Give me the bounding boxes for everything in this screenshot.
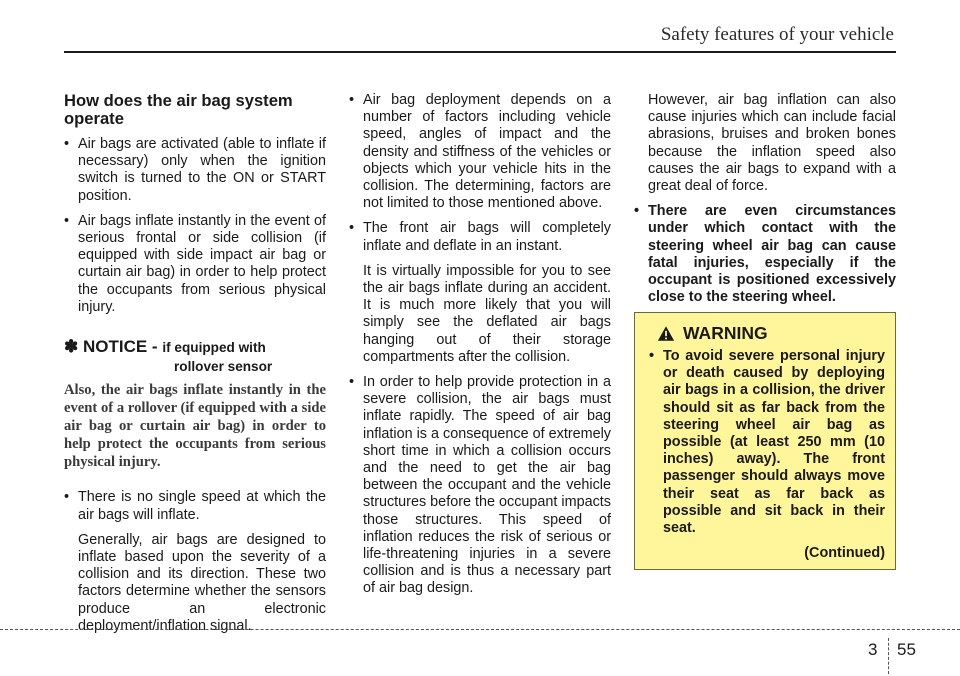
list-item: • Air bag deployment depends on a number of factors including vehicle speed, angles of impact and the density and stiffness of the vehicles or objects which your vehicle hits in the collision. The determining, factors are not limited to those mentioned above. [349,92,611,212]
notice-subtitle-line2: rollover sensor [174,359,273,375]
warning-heading [645,323,885,344]
paragraph: Generally, air bags are designed to inflate based upon the severity of a collision and its direction. These two factors determine whether the sensors produce an electronic deployment/inflation signal. [78,531,326,634]
chapter-number: 3 [868,640,878,659]
warning-continued: (Continued) [804,545,885,562]
page-number-separator [888,638,889,674]
paragraph: However, air bag inflation can also cause injuries which can include facial abrasions, bruises and broken bones because the inflation speed also causes the air bags to expand with a great deal of force. [648,92,896,195]
warning-triangle-icon [657,325,675,342]
column-1 [64,92,326,643]
list-item: • There are even circumstances under which contact with the steering wheel air bag can cause fatal injuries, especially if the occupant is positioned excessively close to the steering wheel. [634,203,896,306]
column-2 [349,92,611,606]
page-header-title: Safety features of your vehicle [660,24,894,45]
paragraph: It is virtually impossible for you to see the air bags inflate during an accident. It is much more likely that you will simply see the deflated air bags hanging out of their storage compartments after the collision. [363,262,611,365]
footer-rule [0,629,960,630]
warning-text: • To avoid severe personal injury or death caused by deploying air bags in a collision, the driver should sit as far back from the steering wheel air bag as possible (at least 250 mm (10 inches) away). The front passenger should always move their seat as far back as possible and sit back in their seat. [645,348,885,537]
column-3 [634,92,896,314]
list-item: • In order to help provide protection in a severe collision, the air bags must inflate rapidly. The speed of air bag inflation is a consequence of extremely short time in which a collision occurs and the need to get the air bag between the occupant and the vehicle structures before the occupant impacts those structures. This speed of inflation reduces the risk of serious or life-threatening injuries in a severe collision and is thus a necessary part of air bag design. [349,374,611,598]
header-rule [64,51,896,53]
list-item: • The front air bags will completely inflate and deflate in an instant. [349,220,611,254]
list-item: • There is no single speed at which the air bags will inflate. [64,489,326,523]
notice-subtitle: if equipped with [162,340,266,356]
list-item: • Air bags inflate instantly in the event of serious frontal or side collision (if equipped with side impact air bag or curtain air bag) in order to help protect the occupants from serious physical injury. [64,213,326,316]
warning-title: WARNING [683,323,768,343]
notice-title [64,337,162,356]
warning-box [634,312,896,570]
list-item: • Air bags are activated (able to inflate if necessary) only when the ignition switch is turned to the ON or START position. [64,136,326,205]
section-heading: How does the air bag system operate [64,91,293,128]
notice-body: Also, the air bags inflate instantly in the event of a rollover (if equipped with a side air bag or curtain air bag) in order to help protect the occupants from serious physical injury. [64,382,326,471]
page-number: 55 [897,640,916,659]
notice-star-icon: ✽ [64,337,79,357]
notice-heading [64,338,326,375]
notice-label: NOTICE - [82,337,158,357]
